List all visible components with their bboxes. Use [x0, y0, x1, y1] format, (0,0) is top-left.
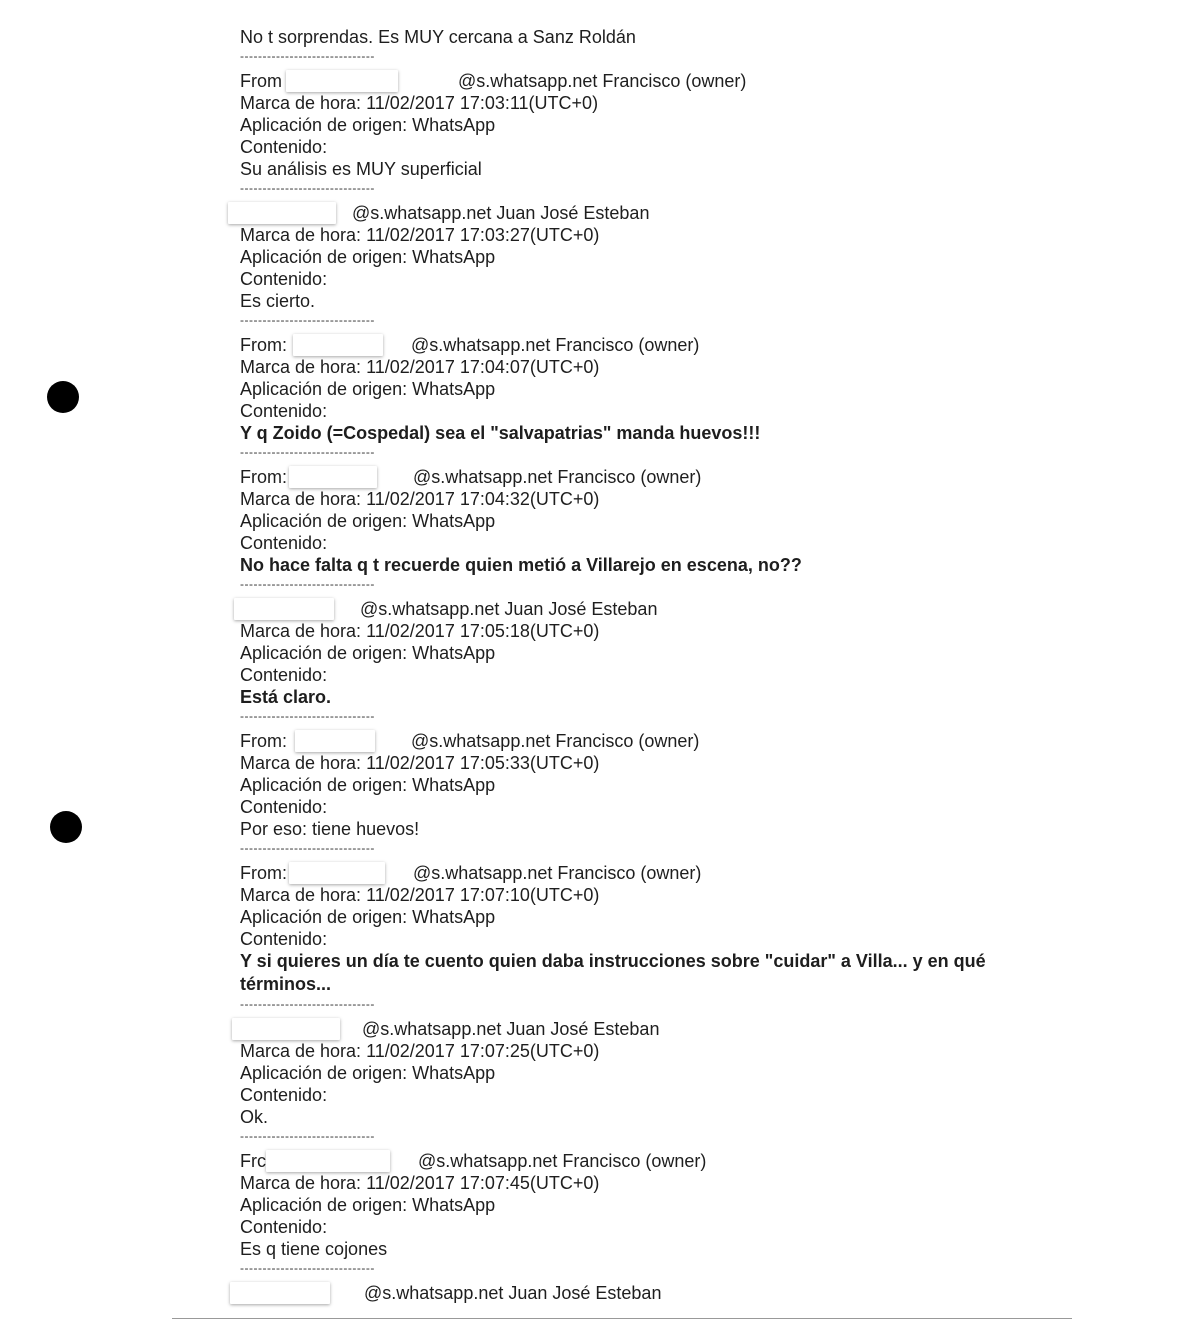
app-value: WhatsApp — [412, 1195, 496, 1215]
app-value: WhatsApp — [412, 1063, 496, 1083]
sender-handle: @s.whatsapp.net Francisco (owner) — [413, 863, 702, 883]
content-label: Contenido: — [240, 929, 328, 949]
redaction-box — [293, 334, 383, 356]
app-label: Aplicación de origen: — [240, 907, 408, 927]
redaction-box — [232, 1018, 340, 1040]
from-label: From: — [240, 731, 287, 751]
from-line — [240, 598, 1140, 620]
redaction-box — [266, 1150, 390, 1172]
sender-handle: @s.whatsapp.net Juan José Esteban — [362, 1019, 660, 1039]
timestamp-label: Marca de hora: — [240, 357, 362, 377]
app-label: Aplicación de origen: — [240, 1063, 408, 1083]
from-line — [240, 70, 1140, 92]
from-line — [240, 466, 1140, 488]
message-content: No hace falta q t recuerde quien metió a Villarejo en escena, no?? — [240, 555, 802, 575]
timestamp-label: Marca de hora: — [240, 225, 362, 245]
from-line — [240, 334, 1140, 356]
timestamp-label: Marca de hora: — [240, 1041, 362, 1061]
timestamp-label: Marca de hora: — [240, 93, 362, 113]
timestamp-value: 11/02/2017 17:03:27(UTC+0) — [366, 225, 600, 245]
separator: ------------------------------ — [240, 1129, 375, 1143]
redaction-box — [295, 730, 375, 752]
timestamp-value: 11/02/2017 17:07:25(UTC+0) — [366, 1041, 600, 1061]
message-content: Su análisis es MUY superficial — [240, 159, 482, 179]
timestamp-value: 11/02/2017 17:05:33(UTC+0) — [366, 753, 600, 773]
timestamp-line — [240, 356, 1140, 378]
content-label: Contenido: — [240, 269, 328, 289]
app-label: Aplicación de origen: — [240, 643, 408, 663]
app-label: Aplicación de origen: — [240, 247, 408, 267]
timestamp-value: 11/02/2017 17:03:11(UTC+0) — [366, 93, 599, 113]
message-block — [240, 862, 1140, 996]
timestamp-label: Marca de hora: — [240, 621, 362, 641]
app-value: WhatsApp — [412, 775, 496, 795]
app-label: Aplicación de origen: — [240, 1195, 408, 1215]
timestamp-value: 11/02/2017 17:05:18(UTC+0) — [366, 621, 600, 641]
message-block — [240, 1150, 1140, 1260]
separator: ------------------------------ — [240, 709, 375, 723]
from-line — [240, 202, 1140, 224]
content-label: Contenido: — [240, 401, 328, 421]
timestamp-line — [240, 92, 1140, 114]
message-block — [240, 1282, 1140, 1304]
content-label: Contenido: — [240, 1085, 328, 1105]
content-label: Contenido: — [240, 797, 328, 817]
app-line — [240, 642, 1140, 664]
timestamp-line — [240, 224, 1140, 246]
from-line — [240, 1282, 1140, 1304]
app-value: WhatsApp — [412, 511, 496, 531]
from-label: From — [240, 71, 282, 91]
separator: ------------------------------ — [240, 49, 375, 63]
message-content: Por eso: tiene huevos! — [240, 819, 420, 839]
timestamp-value: 11/02/2017 17:07:10(UTC+0) — [366, 885, 600, 905]
timestamp-label: Marca de hora: — [240, 1173, 362, 1193]
content-label: Contenido: — [240, 1217, 328, 1237]
from-line — [240, 862, 1140, 884]
timestamp-value: 11/02/2017 17:04:32(UTC+0) — [366, 489, 600, 509]
sender-handle: @s.whatsapp.net Francisco (owner) — [413, 467, 702, 487]
sender-handle: @s.whatsapp.net Juan José Esteban — [360, 599, 658, 619]
from-label: Frc — [240, 1151, 266, 1171]
punch-hole — [50, 811, 82, 843]
timestamp-value: 11/02/2017 17:04:07(UTC+0) — [366, 357, 600, 377]
punch-hole — [47, 381, 79, 413]
redaction-box — [286, 70, 398, 92]
timestamp-label: Marca de hora: — [240, 885, 362, 905]
message-content: Y si quieres un día te cuento quien daba instrucciones sobre "cuidar" a Villa... y en qué términos... — [240, 951, 986, 994]
sender-handle: @s.whatsapp.net Francisco (owner) — [411, 731, 700, 751]
app-label: Aplicación de origen: — [240, 775, 408, 795]
message-block — [240, 334, 1140, 444]
message-block — [240, 730, 1140, 840]
message-block — [240, 598, 1140, 708]
app-label: Aplicación de origen: — [240, 115, 408, 135]
message-block — [240, 70, 1140, 180]
app-value: WhatsApp — [412, 643, 496, 663]
timestamp-line — [240, 620, 1140, 642]
from-line — [240, 730, 1140, 752]
content-label: Contenido: — [240, 665, 328, 685]
content-label: Contenido: — [240, 137, 328, 157]
message-block — [240, 1018, 1140, 1128]
sender-handle: @s.whatsapp.net Juan José Esteban — [364, 1283, 662, 1303]
app-value: WhatsApp — [412, 379, 496, 399]
app-label: Aplicación de origen: — [240, 511, 408, 531]
separator: ------------------------------ — [240, 997, 375, 1011]
redaction-box — [234, 598, 334, 620]
separator: ------------------------------ — [240, 313, 375, 327]
redaction-box — [228, 202, 336, 224]
separator: ------------------------------ — [240, 841, 375, 855]
app-value: WhatsApp — [412, 907, 496, 927]
app-line — [240, 114, 1140, 136]
app-label: Aplicación de origen: — [240, 379, 408, 399]
sender-handle: @s.whatsapp.net Juan José Esteban — [352, 203, 650, 223]
message-content: Está claro. — [240, 687, 332, 707]
app-line — [240, 1194, 1140, 1216]
sender-handle: @s.whatsapp.net Francisco (owner) — [411, 335, 700, 355]
timestamp-line — [240, 1172, 1140, 1194]
message-block — [240, 466, 1140, 576]
app-line — [240, 906, 1140, 928]
message-content: Es cierto. — [240, 291, 316, 311]
timestamp-label: Marca de hora: — [240, 489, 362, 509]
redaction-box — [230, 1282, 330, 1304]
sender-handle: @s.whatsapp.net Francisco (owner) — [418, 1151, 707, 1171]
app-line — [240, 1062, 1140, 1084]
timestamp-value: 11/02/2017 17:07:45(UTC+0) — [366, 1173, 600, 1193]
app-value: WhatsApp — [412, 247, 496, 267]
app-line — [240, 378, 1140, 400]
app-value: WhatsApp — [412, 115, 496, 135]
message-block — [240, 202, 1140, 312]
from-line — [240, 1018, 1140, 1040]
app-line — [240, 774, 1140, 796]
from-label: From: — [240, 467, 287, 487]
app-line — [240, 510, 1140, 532]
separator: ------------------------------ — [240, 445, 375, 459]
timestamp-line — [240, 884, 1140, 906]
timestamp-label: Marca de hora: — [240, 753, 362, 773]
app-line — [240, 246, 1140, 268]
separator: ------------------------------ — [240, 577, 375, 591]
from-line — [240, 1150, 1140, 1172]
redaction-box — [289, 862, 385, 884]
message-content: Es q tiene cojones — [240, 1239, 388, 1259]
redaction-box — [289, 466, 377, 488]
separator: ------------------------------ — [240, 1261, 375, 1275]
page-bottom-rule — [172, 1318, 1072, 1319]
from-label: From: — [240, 335, 287, 355]
message-content: Y q Zoido (=Cospedal) sea el "salvapatrias" manda huevos!!! — [240, 423, 761, 443]
first-line: No t sorprendas. Es MUY cercana a Sanz Roldán — [240, 27, 636, 47]
timestamp-line — [240, 488, 1140, 510]
separator: ------------------------------ — [240, 181, 375, 195]
content-label: Contenido: — [240, 533, 328, 553]
message-content: Ok. — [240, 1107, 269, 1127]
timestamp-line — [240, 1040, 1140, 1062]
from-label: From: — [240, 863, 287, 883]
sender-handle: @s.whatsapp.net Francisco (owner) — [458, 71, 747, 91]
timestamp-line — [240, 752, 1140, 774]
document-body — [240, 26, 1140, 1304]
